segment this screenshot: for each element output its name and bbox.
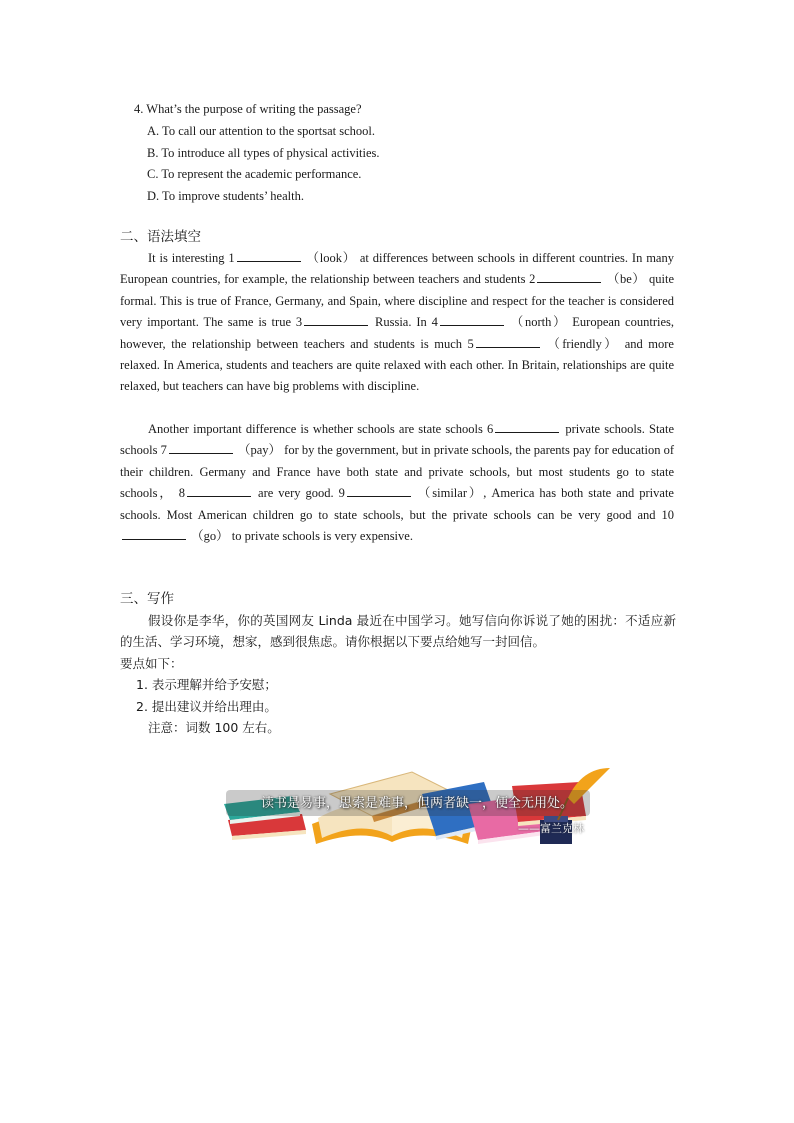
blank-8[interactable] bbox=[187, 484, 251, 497]
text-segment: It is interesting 1 bbox=[148, 251, 235, 265]
blank-9[interactable] bbox=[347, 484, 411, 497]
text-segment: （pay） for by the government, but in private schools, the parents pay for education of their children. Germany and France have both state and private schools, but most students go to state schools， 8 bbox=[120, 443, 674, 501]
grammar-section-heading: 二、语法填空 bbox=[120, 229, 201, 245]
text-segment: （go） to private schools is very expensive. bbox=[188, 529, 413, 544]
text-segment: （similar）, America has both state and private schools. Most American children go to state schools, but the private schools can be very good and 10 bbox=[120, 486, 674, 522]
blank-2[interactable] bbox=[537, 270, 601, 283]
text-segment: Another important difference is whether schools are state schools 6 bbox=[148, 422, 494, 436]
books-quote-banner bbox=[222, 764, 614, 852]
text-segment: Russia. In 4 bbox=[370, 315, 438, 330]
blank-1[interactable] bbox=[237, 249, 301, 262]
blank-4[interactable] bbox=[440, 313, 504, 326]
blank-6[interactable] bbox=[495, 420, 559, 433]
blank-3[interactable] bbox=[304, 313, 368, 326]
text-segment: （north） European countries, however, the relationship between teachers and students is much 5 bbox=[120, 315, 675, 351]
writing-point-1: 1. 表示理解并给予安慰； bbox=[136, 677, 277, 692]
writing-prompt: 假设你是李华，你的英国网友 Linda 最近在中国学习。她写信向你诉说了她的困扰：不适应新的生活、学习环境，想家，感到很焦虑。请你根据以下要点给她写一封回信。 bbox=[120, 613, 676, 650]
text-segment: （be） quite formal. This is true of France, Germany, and Spain, where discipline and respect for the teacher is considered very important. The same is true 3 bbox=[120, 272, 674, 330]
text-segment: （look） at differences between schools in different countries. In many European countries, for example, the relationship between teachers and students 2 bbox=[120, 251, 674, 287]
blank-7[interactable] bbox=[169, 441, 233, 454]
question-4-option-c: C. To represent the academic performance. bbox=[147, 167, 362, 181]
question-4-stem: 4. What’s the purpose of writing the passage? bbox=[134, 102, 362, 116]
text-segment: （friendly） and more relaxed. In America, students and teachers are quite relaxed with each other. In Britain, relationships are quite relaxed, but teachers can have big problems with discipline. bbox=[120, 336, 674, 394]
banner-author: ——富兰克林 bbox=[518, 822, 584, 835]
writing-note: 注意：词数 100 左右。 bbox=[148, 720, 280, 735]
writing-section-heading: 三、写作 bbox=[120, 591, 174, 607]
banner-quote: 读书是易事，思索是难事，但两者缺一，便全无用处。 bbox=[260, 796, 573, 811]
question-4-option-d: D. To improve students’ health. bbox=[147, 189, 304, 203]
writing-point-2: 2. 提出建议并给出理由。 bbox=[136, 699, 277, 714]
text-segment: private schools. State schools 7 bbox=[120, 422, 674, 458]
blank-10[interactable] bbox=[122, 527, 186, 540]
writing-points-label: 要点如下： bbox=[120, 656, 183, 671]
grammar-paragraph-1 bbox=[120, 248, 674, 398]
question-4-option-b: B. To introduce all types of physical activities. bbox=[147, 146, 380, 160]
question-4-option-a: A. To call our attention to the sportsat school. bbox=[147, 124, 376, 138]
blank-5[interactable] bbox=[476, 335, 540, 348]
grammar-paragraph-2 bbox=[120, 419, 674, 547]
text-segment: are very good. 9 bbox=[253, 486, 345, 501]
